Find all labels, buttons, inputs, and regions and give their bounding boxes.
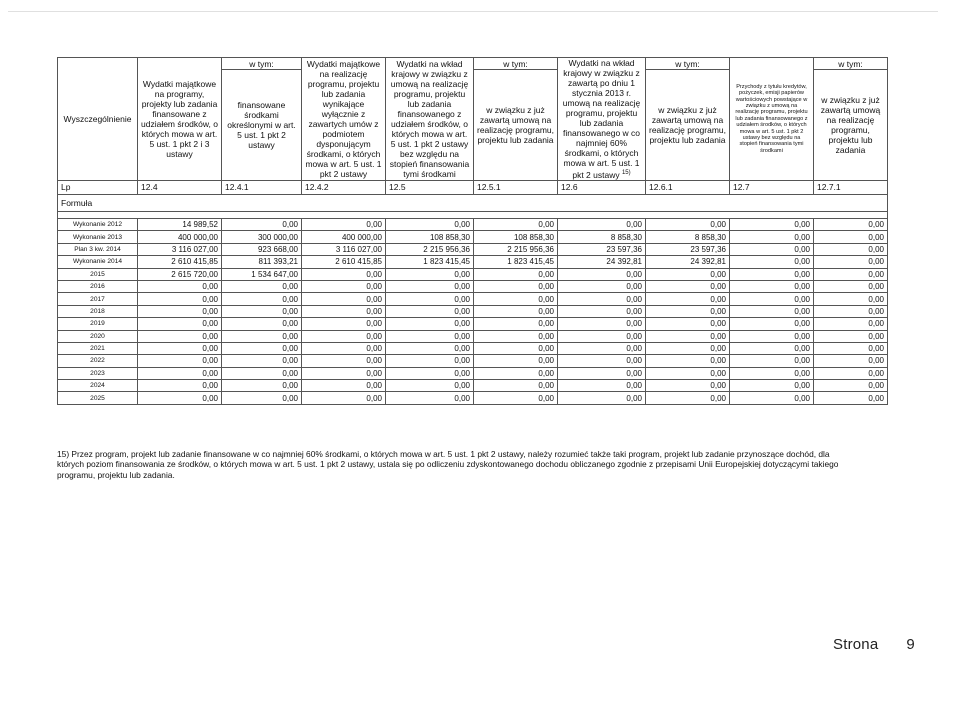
row-label: 2015 (58, 268, 138, 280)
lp-number: 12.6 (558, 181, 646, 195)
value-cell: 0,00 (386, 342, 474, 354)
row-label: Plan 3 kw. 2014 (58, 243, 138, 255)
value-cell: 0,00 (386, 293, 474, 305)
value-cell: 0,00 (558, 280, 646, 292)
value-cell: 0,00 (646, 268, 730, 280)
value-cell: 0,00 (474, 330, 558, 342)
value-cell: 0,00 (222, 342, 302, 354)
value-cell: 0,00 (222, 219, 302, 231)
table-row (58, 256, 888, 268)
page-number-value: 9 (906, 636, 915, 653)
header-12-7: Przychody z tytułu kredytów, pożyczek, emisji papierów wartościowych powstające w związku z umową na realizację programu, projektu lub zadania finansowanego z udziałem środków, o których mowa w art. 5 ust. 1 pkt 2 ustawy bez względu na stopień finansowania tymi środkami (730, 58, 814, 181)
value-cell: 0,00 (730, 268, 814, 280)
value-cell: 0,00 (386, 305, 474, 317)
value-cell: 0,00 (558, 392, 646, 404)
lp-label: Lp (58, 181, 138, 195)
spacer-cell (58, 212, 888, 219)
row-label: 2017 (58, 293, 138, 305)
value-cell: 0,00 (302, 367, 386, 379)
value-cell: 0,00 (138, 355, 222, 367)
financial-table (57, 57, 888, 405)
value-cell: 0,00 (474, 367, 558, 379)
value-cell: 0,00 (474, 318, 558, 330)
lp-number: 12.5.1 (474, 181, 558, 195)
value-cell: 2 215 956,36 (386, 243, 474, 255)
header-12-4-2: Wydatki majątkowe na realizację programu, projektu lub zadania wynikające wyłącznie z zawartych umów z podmiotem dysponującym środkami, o których mowa w art. 5 ust. 1 pkt 2 ustawy (302, 58, 386, 181)
table-row (58, 318, 888, 330)
value-cell: 0,00 (730, 330, 814, 342)
value-cell: 23 597,36 (558, 243, 646, 255)
row-label: 2020 (58, 330, 138, 342)
value-cell: 24 392,81 (558, 256, 646, 268)
value-cell: 811 393,21 (222, 256, 302, 268)
value-cell: 0,00 (302, 342, 386, 354)
value-cell: 0,00 (730, 293, 814, 305)
lp-row (58, 181, 888, 195)
value-cell: 0,00 (558, 219, 646, 231)
value-cell: 0,00 (302, 305, 386, 317)
value-cell: 1 823 415,45 (474, 256, 558, 268)
value-cell: 2 215 956,36 (474, 243, 558, 255)
value-cell: 0,00 (474, 280, 558, 292)
spacer-row (58, 212, 888, 219)
value-cell: 0,00 (814, 367, 888, 379)
value-cell: 0,00 (302, 219, 386, 231)
row-label: Wykonanie 2012 (58, 219, 138, 231)
table-row (58, 293, 888, 305)
value-cell: 0,00 (302, 392, 386, 404)
footnote-15: 15) Przez program, projekt lub zadanie finansowane w co najmniej 60% środkami, o których mowa w art. 5 ust. 1 pkt 2 ustawy, należy rozumieć także taki program, projekt lub zadanie przynoszące dochód, dla których poziom finansowania ze środków, o których mowa w art. 5 ust. 1 pkt 2 ustawy, ustala się po odliczeniu zdyskontowanego dochodu obliczanego zgodnie z przepisami Unii Europejskiej dotyczącymi takiego programu, projektu lub zadania. (57, 449, 839, 480)
value-cell: 0,00 (222, 318, 302, 330)
header-12-5: Wydatki na wkład krajowy w związku z umową na realizację programu, projektu lub zadania finansowanego z udziałem środków, o których mowa w art. 5 ust. 1 pkt 2 ustawy bez względu na stopień finansowania tymi środkami (386, 58, 474, 181)
row-label: 2021 (58, 342, 138, 354)
value-cell: 0,00 (646, 305, 730, 317)
value-cell: 1 534 647,00 (222, 268, 302, 280)
row-label: 2022 (58, 355, 138, 367)
value-cell: 0,00 (386, 380, 474, 392)
row-label: 2016 (58, 280, 138, 292)
value-cell: 0,00 (730, 231, 814, 243)
value-cell: 0,00 (222, 280, 302, 292)
value-cell: 0,00 (386, 392, 474, 404)
top-edge-line (8, 11, 938, 12)
value-cell: 0,00 (646, 392, 730, 404)
value-cell: 0,00 (386, 367, 474, 379)
lp-number: 12.7.1 (814, 181, 888, 195)
header-12-4: Wydatki majątkowe na programy, projekty lub zadania finansowane z udziałem środków, o których mowa w art. 5 ust. 1 pkt 2 i 3 ustawy (138, 58, 222, 181)
header-wyszczegolnienie: Wyszczególnienie (58, 58, 138, 181)
value-cell: 0,00 (646, 367, 730, 379)
value-cell: 8 858,30 (646, 231, 730, 243)
table-row (58, 392, 888, 404)
table-header (58, 58, 888, 181)
header-in-which-3: w tym: (646, 58, 730, 70)
header-in-which-4: w tym: (814, 58, 888, 70)
table-meta-rows (58, 181, 888, 219)
value-cell: 0,00 (138, 392, 222, 404)
value-cell: 0,00 (646, 318, 730, 330)
value-cell: 0,00 (474, 342, 558, 354)
header-12-6 (558, 58, 646, 181)
value-cell: 0,00 (814, 305, 888, 317)
table-row (58, 355, 888, 367)
value-cell: 0,00 (138, 318, 222, 330)
value-cell: 0,00 (138, 342, 222, 354)
header-12-7-1: w związku z już zawartą umową na realizację programu, projektu lub zadania (814, 70, 888, 181)
value-cell: 0,00 (222, 367, 302, 379)
value-cell: 0,00 (386, 355, 474, 367)
value-cell: 0,00 (386, 219, 474, 231)
value-cell: 2 610 415,85 (138, 256, 222, 268)
value-cell: 0,00 (646, 219, 730, 231)
value-cell: 0,00 (386, 280, 474, 292)
value-cell: 14 989,52 (138, 219, 222, 231)
lp-number: 12.4 (138, 181, 222, 195)
value-cell: 0,00 (474, 219, 558, 231)
formula-row (58, 195, 888, 212)
table-row (58, 330, 888, 342)
header-12-6-text: Wydatki na wkład krajowy w związku z zawartą po dniu 1 stycznia 2013 r. umową na realizację programu, projektu lub zadania finansowanego w co najmniej 60% środkami, o których mowa w art. 5 ust. 1 pkt 2 ustawy (562, 58, 641, 180)
value-cell: 0,00 (558, 293, 646, 305)
value-cell: 0,00 (730, 243, 814, 255)
value-cell: 0,00 (814, 355, 888, 367)
page-number (833, 636, 915, 653)
value-cell: 923 668,00 (222, 243, 302, 255)
value-cell: 0,00 (646, 380, 730, 392)
value-cell: 0,00 (138, 280, 222, 292)
value-cell: 0,00 (814, 392, 888, 404)
value-cell: 0,00 (814, 280, 888, 292)
value-cell: 2 610 415,85 (302, 256, 386, 268)
value-cell: 0,00 (646, 280, 730, 292)
table-row (58, 380, 888, 392)
value-cell: 0,00 (814, 342, 888, 354)
value-cell: 0,00 (222, 392, 302, 404)
value-cell: 108 858,30 (386, 231, 474, 243)
value-cell: 3 116 027,00 (138, 243, 222, 255)
table-row (58, 219, 888, 231)
value-cell: 0,00 (222, 293, 302, 305)
value-cell: 0,00 (302, 380, 386, 392)
table-row (58, 367, 888, 379)
value-cell: 0,00 (386, 268, 474, 280)
value-cell: 0,00 (730, 355, 814, 367)
value-cell: 0,00 (646, 355, 730, 367)
lp-number: 12.4.1 (222, 181, 302, 195)
value-cell: 0,00 (646, 293, 730, 305)
value-cell: 0,00 (814, 380, 888, 392)
value-cell: 0,00 (302, 330, 386, 342)
value-cell: 400 000,00 (302, 231, 386, 243)
value-cell: 0,00 (730, 342, 814, 354)
value-cell: 0,00 (814, 293, 888, 305)
value-cell: 0,00 (814, 243, 888, 255)
header-in-which-1: w tym: (222, 58, 302, 70)
value-cell: 0,00 (474, 392, 558, 404)
value-cell: 400 000,00 (138, 231, 222, 243)
row-label: 2019 (58, 318, 138, 330)
value-cell: 0,00 (386, 318, 474, 330)
value-cell: 0,00 (386, 330, 474, 342)
header-12-5-1: w związku z już zawartą umową na realizację programu, projektu lub zadania (474, 70, 558, 181)
value-cell: 1 823 415,45 (386, 256, 474, 268)
table-row (58, 280, 888, 292)
value-cell: 300 000,00 (222, 231, 302, 243)
value-cell: 0,00 (222, 355, 302, 367)
value-cell: 24 392,81 (646, 256, 730, 268)
value-cell: 0,00 (302, 355, 386, 367)
value-cell: 0,00 (558, 330, 646, 342)
value-cell: 0,00 (222, 305, 302, 317)
value-cell: 0,00 (222, 380, 302, 392)
value-cell: 0,00 (558, 268, 646, 280)
value-cell: 0,00 (814, 231, 888, 243)
lp-number: 12.4.2 (302, 181, 386, 195)
formula-label: Formuła (58, 195, 888, 212)
value-cell: 108 858,30 (474, 231, 558, 243)
value-cell: 0,00 (222, 330, 302, 342)
table-row (58, 243, 888, 255)
value-cell: 0,00 (558, 380, 646, 392)
header-12-6-1: w związku z już zawartą umową na realizację programu, projektu lub zadania (646, 70, 730, 181)
value-cell: 0,00 (730, 380, 814, 392)
value-cell: 0,00 (138, 367, 222, 379)
value-cell: 0,00 (814, 318, 888, 330)
value-cell: 0,00 (814, 268, 888, 280)
value-cell: 0,00 (474, 305, 558, 317)
table-row (58, 305, 888, 317)
value-cell: 0,00 (558, 305, 646, 317)
value-cell: 3 116 027,00 (302, 243, 386, 255)
table-row (58, 342, 888, 354)
header-12-4-1: finansowane środkami określonymi w art. 5 ust. 1 pkt 2 ustawy (222, 70, 302, 181)
value-cell: 0,00 (138, 305, 222, 317)
lp-number: 12.7 (730, 181, 814, 195)
value-cell: 0,00 (730, 392, 814, 404)
value-cell: 0,00 (730, 305, 814, 317)
row-label: 2018 (58, 305, 138, 317)
value-cell: 0,00 (814, 256, 888, 268)
value-cell: 0,00 (814, 330, 888, 342)
value-cell: 0,00 (474, 268, 558, 280)
page-label-text: Strona (833, 636, 879, 653)
value-cell: 0,00 (730, 367, 814, 379)
value-cell: 2 615 720,00 (138, 268, 222, 280)
value-cell: 0,00 (138, 330, 222, 342)
table-data-body (58, 219, 888, 405)
row-label: Wykonanie 2014 (58, 256, 138, 268)
table-row (58, 268, 888, 280)
row-label: 2025 (58, 392, 138, 404)
value-cell: 0,00 (558, 355, 646, 367)
value-cell: 0,00 (730, 318, 814, 330)
value-cell: 0,00 (646, 342, 730, 354)
value-cell: 0,00 (558, 367, 646, 379)
value-cell: 0,00 (474, 380, 558, 392)
value-cell: 0,00 (138, 380, 222, 392)
value-cell: 0,00 (558, 342, 646, 354)
header-in-which-2: w tym: (474, 58, 558, 70)
lp-number: 12.6.1 (646, 181, 730, 195)
row-label: 2023 (58, 367, 138, 379)
value-cell: 0,00 (302, 268, 386, 280)
value-cell: 0,00 (730, 280, 814, 292)
value-cell: 8 858,30 (558, 231, 646, 243)
value-cell: 0,00 (302, 318, 386, 330)
value-cell: 0,00 (138, 293, 222, 305)
row-label: Wykonanie 2013 (58, 231, 138, 243)
value-cell: 23 597,36 (646, 243, 730, 255)
value-cell: 0,00 (474, 293, 558, 305)
value-cell: 0,00 (730, 256, 814, 268)
value-cell: 0,00 (814, 219, 888, 231)
lp-number: 12.5 (386, 181, 474, 195)
row-label: 2024 (58, 380, 138, 392)
value-cell: 0,00 (730, 219, 814, 231)
footnote-ref-15: 15) (621, 170, 631, 177)
value-cell: 0,00 (558, 318, 646, 330)
value-cell: 0,00 (474, 355, 558, 367)
value-cell: 0,00 (646, 330, 730, 342)
value-cell: 0,00 (302, 280, 386, 292)
table-row (58, 231, 888, 243)
value-cell: 0,00 (302, 293, 386, 305)
